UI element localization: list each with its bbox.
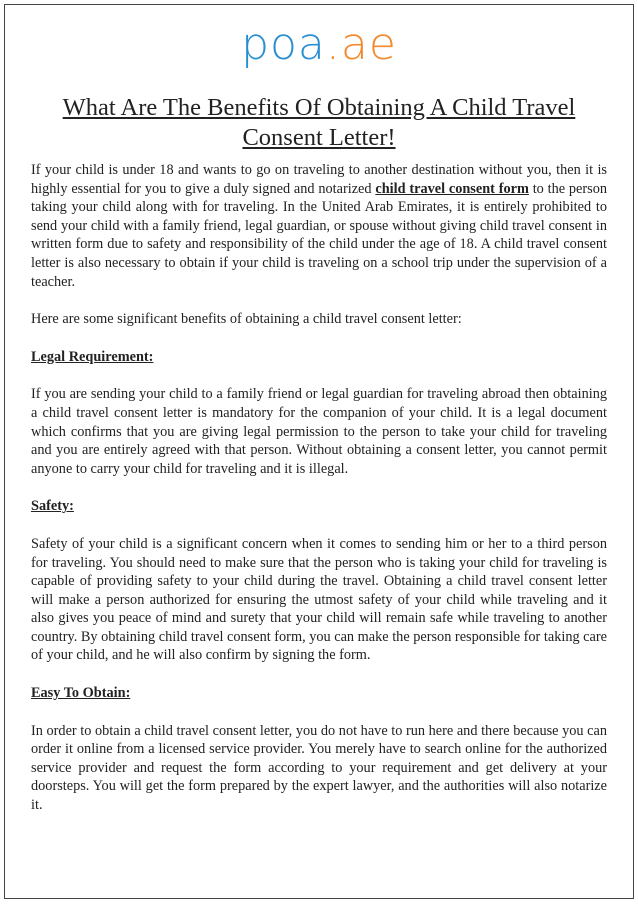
section-body-safety: Safety of your child is a significant concern when it comes to sending him or her to a third person for traveling. You should need to make sure that the person who is taking your child for traveling is capable of providing safety to your child during the travel. Obtaining a child travel consent letter will make a person authorized for ensuring the utmost safety of your child while traveling and it also gives you peace of mind and surety that your child will remain safe while traveling to another country. By obtaining child travel consent form, you can make the person responsible for taking care of your child, and he will also confirm by signing the form. — [31, 535, 607, 664]
section-heading-easy-to-obtain: Easy To Obtain: — [31, 685, 131, 702]
document-title: What Are The Benefits Of Obtaining A Child Travel Consent Letter! — [62, 94, 576, 151]
section-heading-safety: Safety: — [31, 498, 74, 515]
section-heading-legal-requirement: Legal Requirement: — [31, 348, 154, 365]
benefits-intro-paragraph: Here are some significant benefits of obtaining a child travel consent letter: — [31, 311, 462, 328]
site-logo[interactable] — [31, 5, 607, 79]
document-page — [4, 4, 634, 899]
intro-text-before-link: If your child is under 18 and wants to go on traveling to another destination without you, then it is highly essential for you to give a duly signed and notarized — [31, 162, 607, 197]
intro-text-after-link: to the person taking your child along with for traveling. In the United Arab Emirates, it is entirely prohibited to send your child with a family friend, legal guardian, or spouse without giving child travel consent in written form due to safety and responsibility of the child under the age of 18. A child travel consent letter is also necessary to obtain if your child is traveling on a school trip under the supervision of a teacher. — [31, 180, 607, 290]
logo-wordmark — [241, 19, 397, 70]
section-body-legal-requirement: If you are sending your child to a family friend or legal guardian for traveling abroad then obtaining a child travel consent letter is mandatory for the companion of your child. It is a legal document which confirms that you are giving legal permission to the person to take your child for traveling and you are entirely agreed with that person. Without obtaining a consent letter, you cannot permit anyone to carry your child for traveling and it is illegal. — [31, 386, 607, 477]
section-body-easy-to-obtain: In order to obtain a child travel consent letter, you do not have to run here and there because you can order it online from a licensed service provider. You merely have to search online for the authorized service provider and request the form according to your requirement and get delivery at your doorsteps. You will get the form prepared by the expert lawyer, and the authorities will also notarize it. — [31, 722, 607, 814]
child-travel-consent-form-link[interactable]: child travel consent form — [375, 180, 529, 197]
logo-main-text: poa — [241, 19, 326, 70]
logo-tld-text: ae — [340, 19, 397, 70]
intro-paragraph — [31, 161, 607, 291]
logo-dot: . — [325, 19, 341, 70]
